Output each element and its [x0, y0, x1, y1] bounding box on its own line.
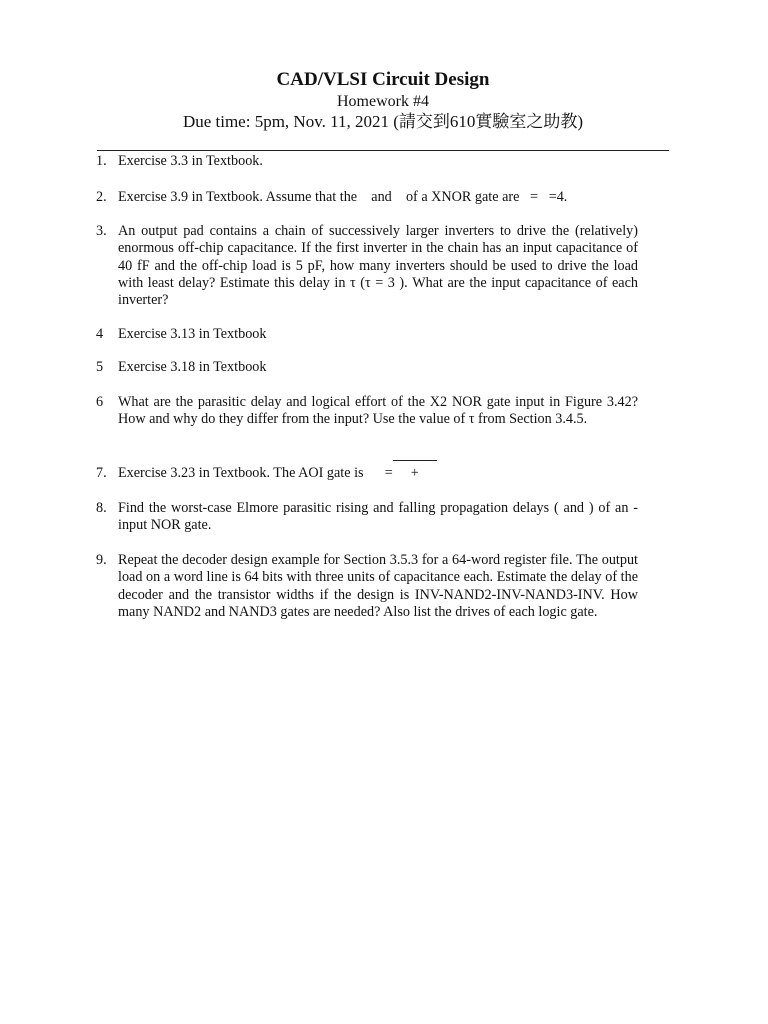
item-number: 4	[96, 326, 104, 342]
list-item	[96, 189, 638, 206]
header-divider	[97, 150, 669, 151]
item-number: 2.	[96, 189, 107, 205]
list-item	[96, 223, 638, 309]
item-number: 7.	[96, 465, 107, 481]
list-item	[96, 153, 638, 170]
list-item	[96, 394, 638, 429]
item-text: Exercise 3.13 in Textbook	[118, 326, 267, 342]
item-text: Exercise 3.9 in Textbook. Assume that the and of a XNOR gate are = =4.	[118, 189, 568, 205]
item-number: 1.	[96, 153, 107, 169]
item-text: Find the worst-case Elmore parasitic rising and falling propagation delays ( and ) of an -input NOR gate.	[118, 500, 638, 534]
list-item	[96, 552, 638, 621]
list-item	[96, 359, 638, 376]
overbar-expression: +	[393, 465, 437, 479]
item-number: 9.	[96, 552, 107, 568]
due-time: Due time: 5pm, Nov. 11, 2021 (請交到610實驗室之助教)	[182, 112, 584, 131]
item-text	[118, 465, 638, 482]
item-text: Repeat the decoder design example for Section 3.5.3 for a 64-word register file. The output load on a word line is 64 bits with three units of capacitance each. Estimate the delay of the decoder and the transistor widths if the design is INV-NAND2-INV-NAND3-INV. How many NAND2 and NAND3 gates are needed? Also list the drives of each logic gate.	[118, 552, 638, 620]
item-number: 8.	[96, 500, 107, 516]
list-item	[96, 500, 638, 535]
list-item	[96, 465, 638, 482]
item-text: An output pad contains a chain of successively larger inverters to drive the (relatively) enormous off-chip capacitance. If the first inverter in the chain has an input capacitance of 40 fF and the off-chip load is 5 pF, how many inverters should be used to drive the load with least delay? Estimate this delay in τ (τ = 3 ). What are the input capacitance of each inverter?	[118, 223, 638, 309]
homework-number: Homework #4	[337, 93, 429, 110]
item-number: 3.	[96, 223, 107, 239]
document-title: CAD/VLSI Circuit Design	[276, 69, 490, 90]
list-item	[96, 326, 638, 343]
document-header	[97, 68, 669, 132]
item-number: 5	[96, 359, 104, 375]
item-text-before: Exercise 3.23 in Textbook. The AOI gate is =	[118, 465, 393, 481]
item-text: What are the parasitic delay and logical effort of the X2 NOR gate input in Figure 3.42? How and why do they differ from the input? Use the value of τ from Section 3.4.5.	[118, 394, 638, 428]
item-text: Exercise 3.3 in Textbook.	[118, 153, 263, 169]
item-number: 6	[96, 394, 104, 410]
item-text: Exercise 3.18 in Textbook	[118, 359, 267, 375]
